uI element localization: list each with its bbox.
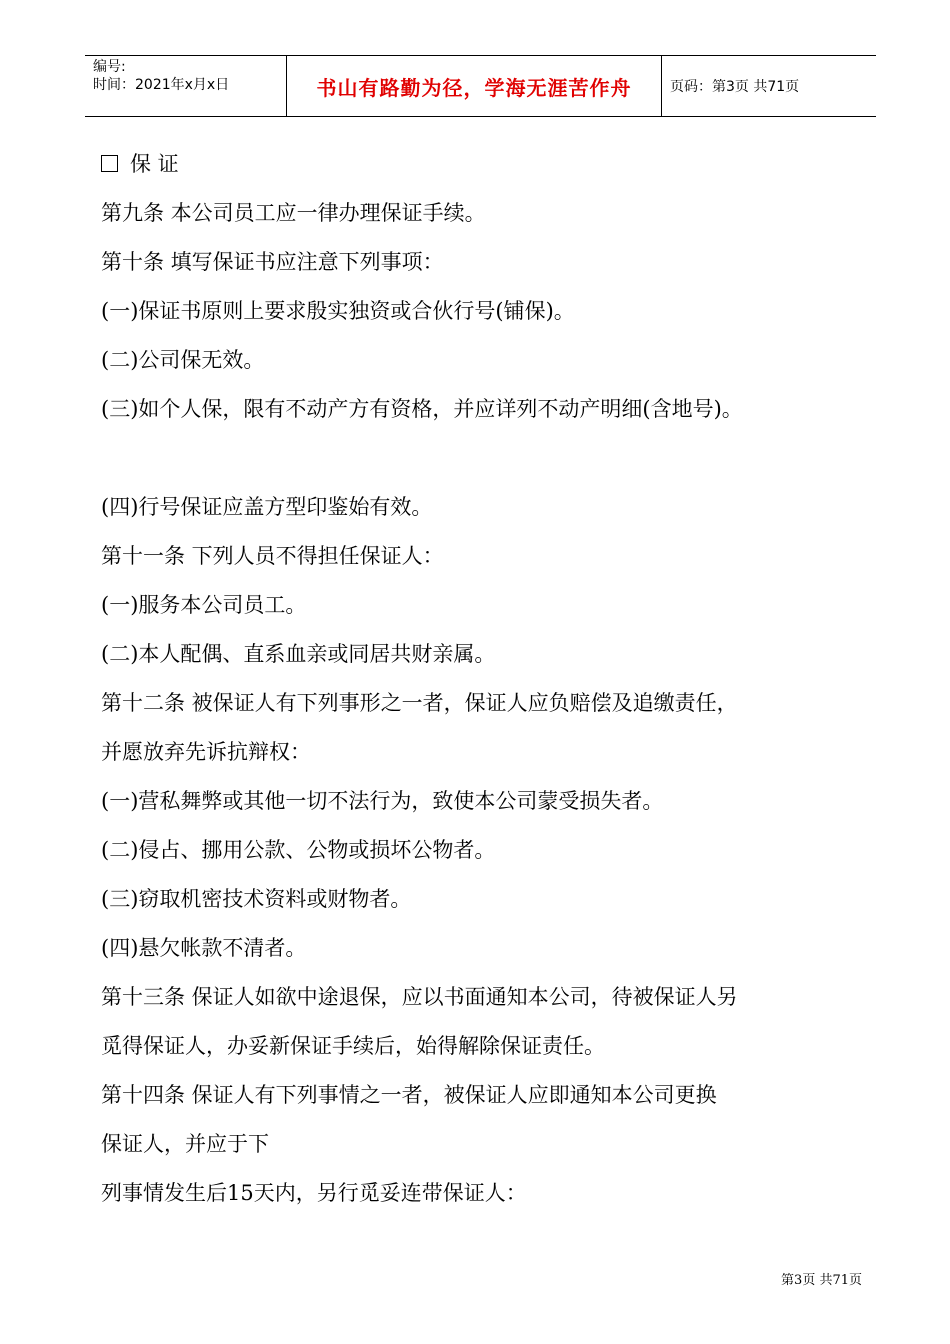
section-heading [101, 140, 871, 189]
header-meta [93, 58, 293, 94]
page-header [85, 55, 876, 117]
article-line: 第十四条 保证人有下列事情之一者，被保证人应即通知本公司更换 [101, 1083, 717, 1107]
document-time-label: 时间：2021年x月x日 [93, 77, 230, 93]
document-number-label: 编号: [93, 59, 126, 75]
article-line: (二)侵占、挪用公款、公物或损坏公物者。 [101, 838, 496, 862]
header-motto-box [286, 56, 662, 116]
article-line: (二)公司保无效。 [101, 348, 265, 372]
article-line: 保证人，并应于下 [101, 1132, 269, 1156]
article-line: (三)如个人保，限有不动产方有资格，并应详列不动产明细(含地号)。 [101, 397, 743, 421]
article-line: 并愿放弃先诉抗辩权： [101, 740, 311, 764]
article-line: 觅得保证人，办妥新保证手续后，始得解除保证责任。 [101, 1034, 605, 1058]
section-title: 保 证 [130, 152, 179, 176]
article-line: 列事情发生后15天内，另行觅妥连带保证人： [101, 1181, 527, 1205]
blank-line [101, 434, 871, 483]
article-line: (四)悬欠帐款不清者。 [101, 936, 307, 960]
article-line: 第十二条 被保证人有下列事形之一者，保证人应负赔偿及追缴责任， [101, 691, 738, 715]
article-line: (四)行号保证应盖方型印鉴始有效。 [101, 495, 433, 519]
article-line: 第十三条 保证人如欲中途退保，应以书面通知本公司，待被保证人另 [101, 985, 738, 1009]
header-page-info: 页码：第3页 共71页 [670, 79, 800, 95]
article-line: (一)服务本公司员工。 [101, 593, 307, 617]
article-line: 第九条 本公司员工应一律办理保证手续。 [101, 201, 486, 225]
article-line: 第十条 填写保证书应注意下列事项： [101, 250, 444, 274]
header-motto: 书山有路勤为径，学海无涯苦作舟 [316, 75, 632, 100]
page-footer: 第3页 共71页 [781, 1273, 862, 1288]
document-body [101, 140, 871, 1218]
article-line: 第十一条 下列人员不得担任保证人： [101, 544, 444, 568]
article-line: (三)窃取机密技术资料或财物者。 [101, 887, 412, 911]
article-line: (一)保证书原则上要求殷实独资或合伙行号(铺保)。 [101, 299, 575, 323]
article-line: (二)本人配偶、直系血亲或同居共财亲属。 [101, 642, 496, 666]
article-line: (一)营私舞弊或其他一切不法行为，致使本公司蒙受损失者。 [101, 789, 664, 813]
checkbox-square-icon [101, 155, 118, 172]
